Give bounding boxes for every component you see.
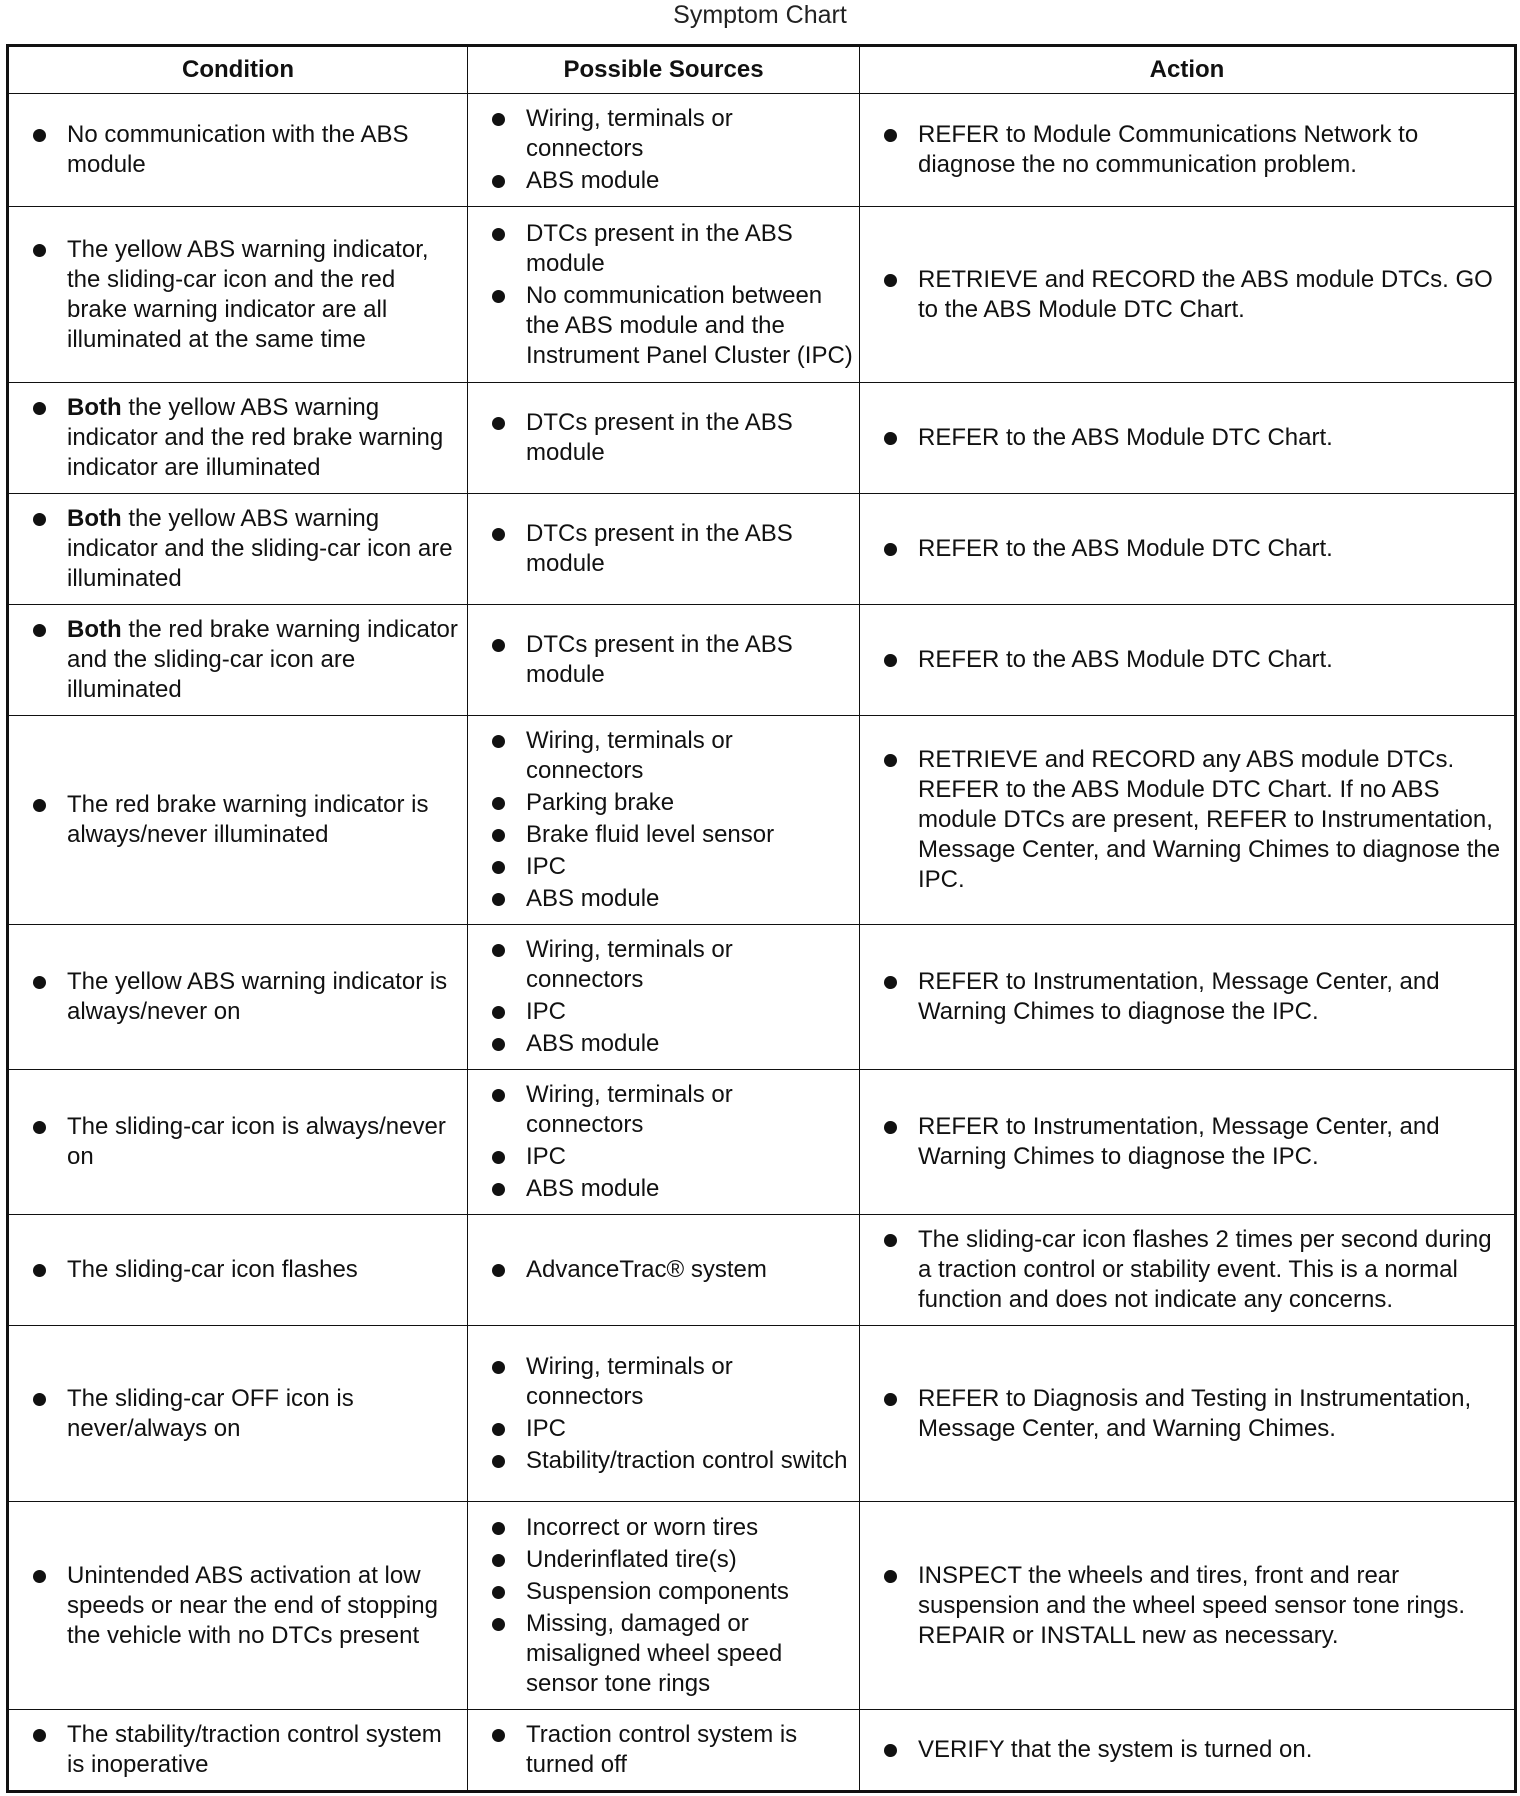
- table-row: [8, 605, 1516, 716]
- sources-cell: [468, 1326, 860, 1502]
- action-item: INSPECT the wheels and tires, front and rear suspension and the wheel speed sensor tone rings. REPAIR or INSTALL new as necessary.: [882, 1561, 1508, 1651]
- table-row: [8, 1326, 1516, 1502]
- source-item: Brake fluid level sensor: [490, 820, 853, 850]
- condition-cell: [8, 1070, 468, 1215]
- action-item: REFER to Diagnosis and Testing in Instrumentation, Message Center, and Warning Chimes.: [882, 1384, 1508, 1444]
- source-item: Missing, damaged or misaligned wheel speed sensor tone rings: [490, 1609, 853, 1699]
- condition-cell: [8, 716, 468, 925]
- source-item: DTCs present in the ABS module: [490, 519, 853, 579]
- sources-cell: [468, 925, 860, 1070]
- table-row: [8, 1070, 1516, 1215]
- action-cell: [860, 1326, 1516, 1502]
- source-item: AdvanceTrac® system: [490, 1255, 853, 1285]
- action-cell: [860, 605, 1516, 716]
- condition-item: Both the yellow ABS warning indicator and the red brake warning indicator are illuminated: [31, 393, 461, 483]
- condition-item: Both the red brake warning indicator and the sliding-car icon are illuminated: [31, 615, 461, 705]
- sources-cell: [468, 494, 860, 605]
- source-item: IPC: [490, 852, 853, 882]
- table-row: [8, 716, 1516, 925]
- condition-item: The yellow ABS warning indicator is always/never on: [31, 967, 461, 1027]
- source-item: IPC: [490, 1142, 853, 1172]
- condition-emphasis: Both: [67, 505, 122, 532]
- table-header-row: [8, 46, 1516, 94]
- condition-cell: [8, 605, 468, 716]
- condition-emphasis: Both: [67, 616, 122, 643]
- source-item: DTCs present in the ABS module: [490, 630, 853, 690]
- source-item: No communication between the ABS module and the Instrument Panel Cluster (IPC): [490, 281, 853, 371]
- action-cell: [860, 1502, 1516, 1710]
- table-row: [8, 1502, 1516, 1710]
- source-item: Suspension components: [490, 1577, 853, 1607]
- chart-title: Symptom Chart: [673, 1, 847, 29]
- condition-cell: [8, 207, 468, 383]
- table-row: [8, 94, 1516, 207]
- action-cell: [860, 1710, 1516, 1792]
- condition-item: Unintended ABS activation at low speeds or near the end of stopping the vehicle with no DTCs present: [31, 1561, 461, 1651]
- action-cell: [860, 207, 1516, 383]
- source-item: Stability/traction control switch: [490, 1446, 853, 1476]
- header-possible-sources: Possible Sources: [468, 46, 860, 94]
- source-item: ABS module: [490, 884, 853, 914]
- action-cell: [860, 494, 1516, 605]
- action-item: REFER to the ABS Module DTC Chart.: [882, 645, 1508, 675]
- sources-cell: [468, 605, 860, 716]
- condition-cell: [8, 1326, 468, 1502]
- action-cell: [860, 1070, 1516, 1215]
- condition-cell: [8, 94, 468, 207]
- header-action: Action: [860, 46, 1516, 94]
- condition-cell: [8, 1710, 468, 1792]
- condition-cell: [8, 1502, 468, 1710]
- sources-cell: [468, 207, 860, 383]
- action-item: VERIFY that the system is turned on.: [882, 1735, 1508, 1765]
- action-cell: [860, 716, 1516, 925]
- symptom-table: [6, 44, 1517, 1793]
- action-item: REFER to the ABS Module DTC Chart.: [882, 423, 1508, 453]
- sources-cell: [468, 716, 860, 925]
- source-item: ABS module: [490, 1029, 853, 1059]
- table-row: [8, 1710, 1516, 1792]
- condition-cell: [8, 1215, 468, 1326]
- source-item: Wiring, terminals or connectors: [490, 1352, 853, 1412]
- condition-cell: [8, 383, 468, 494]
- condition-item: Both the yellow ABS warning indicator and the sliding-car icon are illuminated: [31, 504, 461, 594]
- condition-cell: [8, 494, 468, 605]
- action-cell: [860, 94, 1516, 207]
- source-item: Wiring, terminals or connectors: [490, 1080, 853, 1140]
- action-item: REFER to Instrumentation, Message Center, and Warning Chimes to diagnose the IPC.: [882, 1112, 1508, 1172]
- source-item: ABS module: [490, 1174, 853, 1204]
- condition-item: The sliding-car icon is always/never on: [31, 1112, 461, 1172]
- action-item: REFER to the ABS Module DTC Chart.: [882, 534, 1508, 564]
- source-item: Parking brake: [490, 788, 853, 818]
- table-row: [8, 383, 1516, 494]
- source-item: ABS module: [490, 166, 853, 196]
- table-row: [8, 207, 1516, 383]
- condition-cell: [8, 925, 468, 1070]
- source-item: Wiring, terminals or connectors: [490, 726, 853, 786]
- condition-item: The red brake warning indicator is always/never illuminated: [31, 790, 461, 850]
- sources-cell: [468, 383, 860, 494]
- condition-item: No communication with the ABS module: [31, 120, 461, 180]
- action-item: RETRIEVE and RECORD any ABS module DTCs. REFER to the ABS Module DTC Chart. If no ABS module DTCs are present, REFER to Instrumentation, Message Center, and Warning Chimes to diagnose the IPC.: [882, 745, 1508, 895]
- sources-cell: [468, 94, 860, 207]
- condition-item: The sliding-car OFF icon is never/always on: [31, 1384, 461, 1444]
- action-item: REFER to Instrumentation, Message Center, and Warning Chimes to diagnose the IPC.: [882, 967, 1508, 1027]
- action-item: REFER to Module Communications Network to diagnose the no communication problem.: [882, 120, 1508, 180]
- condition-item: The stability/traction control system is inoperative: [31, 1720, 461, 1780]
- source-item: Wiring, terminals or connectors: [490, 935, 853, 995]
- table-row: [8, 925, 1516, 1070]
- header-condition: Condition: [8, 46, 468, 94]
- table-row: [8, 1215, 1516, 1326]
- action-item: The sliding-car icon flashes 2 times per second during a traction control or stability event. This is a normal function and does not indicate any concerns.: [882, 1225, 1510, 1315]
- sources-cell: [468, 1502, 860, 1710]
- condition-item: The sliding-car icon flashes: [31, 1255, 461, 1285]
- source-item: Incorrect or worn tires: [490, 1513, 853, 1543]
- source-item: DTCs present in the ABS module: [490, 219, 853, 279]
- action-cell: [860, 1215, 1516, 1326]
- source-item: Traction control system is turned off: [490, 1720, 853, 1780]
- action-cell: [860, 925, 1516, 1070]
- source-item: IPC: [490, 997, 853, 1027]
- condition-emphasis: Both: [67, 394, 122, 421]
- action-cell: [860, 383, 1516, 494]
- sources-cell: [468, 1215, 860, 1326]
- source-item: IPC: [490, 1414, 853, 1444]
- source-item: Wiring, terminals or connectors: [490, 104, 853, 164]
- action-item: RETRIEVE and RECORD the ABS module DTCs. GO to the ABS Module DTC Chart.: [882, 265, 1508, 325]
- source-item: DTCs present in the ABS module: [490, 408, 853, 468]
- table-row: [8, 494, 1516, 605]
- sources-cell: [468, 1070, 860, 1215]
- sources-cell: [468, 1710, 860, 1792]
- condition-item: The yellow ABS warning indicator, the sliding-car icon and the red brake warning indicator are all illuminated at the same time: [31, 235, 461, 355]
- source-item: Underinflated tire(s): [490, 1545, 853, 1575]
